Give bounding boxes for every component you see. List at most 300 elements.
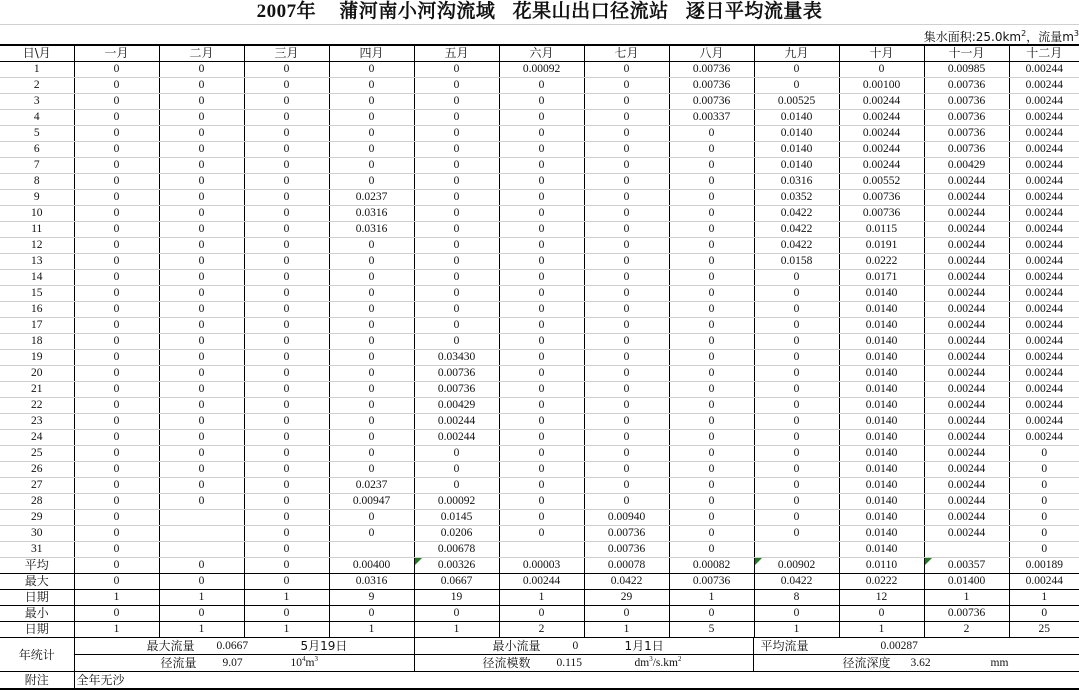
month-header: 九月 <box>754 46 839 62</box>
flow-cell: 0 <box>669 302 754 318</box>
flow-cell: 0.00244 <box>839 142 924 158</box>
summary-cell: 0 <box>74 606 159 622</box>
flow-cell: 0 <box>584 158 669 174</box>
summary-cell: 0.00003 <box>499 558 584 574</box>
flow-cell: 0.00244 <box>1009 158 1079 174</box>
flow-cell: 0 <box>74 126 159 142</box>
flow-cell: 0.00244 <box>924 446 1009 462</box>
flow-cell: 0 <box>669 526 754 542</box>
day-row <box>0 318 1079 334</box>
flow-cell: 0 <box>244 270 329 286</box>
stats-divider-3 <box>414 655 415 671</box>
day-label: 1 <box>0 62 74 78</box>
flow-cell: 0.00244 <box>1009 190 1079 206</box>
flow-cell: 0 <box>329 414 414 430</box>
flow-cell: 0.00244 <box>924 238 1009 254</box>
flow-cell: 0 <box>669 174 754 190</box>
flow-cell: 0 <box>74 238 159 254</box>
flow-cell: 0 <box>669 334 754 350</box>
page-title <box>0 0 1079 25</box>
flow-cell: 0.0140 <box>839 286 924 302</box>
flow-cell: 0.00244 <box>1009 318 1079 334</box>
summary-cell: 19 <box>414 590 499 606</box>
flow-cell: 0 <box>414 286 499 302</box>
flow-cell: 0 <box>244 542 329 558</box>
flow-cell: 0.0158 <box>754 254 839 270</box>
day-row <box>0 430 1079 446</box>
flow-cell: 0 <box>414 318 499 334</box>
flow-cell <box>159 542 244 558</box>
summary-cell: 0 <box>669 606 754 622</box>
flow-cell: 0 <box>499 286 584 302</box>
flow-cell: 0.00429 <box>924 158 1009 174</box>
day-label: 20 <box>0 366 74 382</box>
flow-cell: 0 <box>499 222 584 238</box>
day-label: 25 <box>0 446 74 462</box>
day-row <box>0 142 1079 158</box>
summary-label: 日期 <box>0 590 74 606</box>
summary-row <box>0 606 1079 622</box>
day-label: 7 <box>0 158 74 174</box>
flow-cell: 0.0140 <box>839 430 924 446</box>
flow-cell: 0 <box>244 398 329 414</box>
day-label: 18 <box>0 334 74 350</box>
flow-cell: 0 <box>414 478 499 494</box>
flow-cell: 0 <box>159 190 244 206</box>
flow-cell: 0 <box>584 94 669 110</box>
flow-cell: 0.00244 <box>1009 222 1079 238</box>
flow-cell: 0.00244 <box>1009 350 1079 366</box>
flow-cell: 0 <box>754 478 839 494</box>
summary-cell: 0 <box>159 558 244 574</box>
day-label: 30 <box>0 526 74 542</box>
summary-cell: 0.00082 <box>669 558 754 574</box>
flow-cell: 0 <box>839 62 924 78</box>
day-label: 15 <box>0 286 74 302</box>
flow-cell: 0 <box>159 446 244 462</box>
month-header: 二月 <box>159 46 244 62</box>
day-label: 24 <box>0 430 74 446</box>
day-label: 16 <box>0 302 74 318</box>
max-flow-label: 最大流量 <box>146 639 195 653</box>
flow-cell: 0 <box>584 110 669 126</box>
day-label: 26 <box>0 462 74 478</box>
summary-cell: 1 <box>74 590 159 606</box>
flow-cell: 0.00244 <box>924 302 1009 318</box>
flow-cell: 0 <box>74 414 159 430</box>
day-label: 21 <box>0 382 74 398</box>
flow-cell: 0.00244 <box>1009 270 1079 286</box>
flow-cell: 0 <box>329 142 414 158</box>
flow-cell: 0 <box>414 222 499 238</box>
title-year: 2007年 <box>256 1 317 22</box>
flow-cell: 0 <box>754 414 839 430</box>
flow-cell: 0 <box>244 430 329 446</box>
flow-cell: 0 <box>244 366 329 382</box>
flow-cell: 0 <box>159 110 244 126</box>
flow-cell: 0 <box>329 286 414 302</box>
flow-cell: 0 <box>329 238 414 254</box>
flow-cell: 0.00244 <box>924 334 1009 350</box>
flow-cell: 0.00244 <box>924 286 1009 302</box>
flow-cell: 0 <box>754 62 839 78</box>
flow-cell: 0 <box>754 382 839 398</box>
flow-cell: 0 <box>1009 542 1079 558</box>
flow-cell: 0 <box>414 110 499 126</box>
flow-cell: 0 <box>499 446 584 462</box>
day-label: 9 <box>0 190 74 206</box>
flow-cell: 0.00244 <box>924 350 1009 366</box>
summary-label: 平均 <box>0 558 74 574</box>
summary-cell: 1 <box>1009 590 1079 606</box>
flow-cell: 0 <box>669 430 754 446</box>
month-header: 五月 <box>414 46 499 62</box>
flow-cell: 0.00244 <box>924 510 1009 526</box>
flow-cell: 0 <box>329 126 414 142</box>
flow-unit-label: ，流量m <box>1026 30 1074 44</box>
day-row <box>0 366 1079 382</box>
flow-cell: 0.00736 <box>924 110 1009 126</box>
flow-cell: 0 <box>329 382 414 398</box>
flow-cell: 0.00736 <box>584 542 669 558</box>
modulus-unit: $dm^3/s.km^2$ <box>634 655 682 669</box>
flow-cell: 0 <box>584 398 669 414</box>
flow-cell: 0 <box>669 414 754 430</box>
flow-cell: 0 <box>74 478 159 494</box>
flow-cell: 0.00736 <box>839 206 924 222</box>
flow-cell: 0 <box>74 206 159 222</box>
flow-cell: 0.00736 <box>584 526 669 542</box>
flow-cell: 0 <box>499 110 584 126</box>
summary-row <box>0 574 1079 590</box>
flow-cell: 0 <box>74 542 159 558</box>
flow-cell: 0 <box>329 510 414 526</box>
flow-cell: 0.00244 <box>1009 334 1079 350</box>
flow-cell: 0.0422 <box>754 222 839 238</box>
flow-cell: 0 <box>584 302 669 318</box>
flow-cell: 0 <box>74 158 159 174</box>
flow-cell: 0 <box>74 430 159 446</box>
summary-cell: 9 <box>329 590 414 606</box>
flow-cell: 0.0145 <box>414 510 499 526</box>
flow-cell: 0.0140 <box>839 350 924 366</box>
flow-cell: 0 <box>754 462 839 478</box>
flow-cell: 0 <box>584 462 669 478</box>
summary-cell: 0 <box>839 606 924 622</box>
summary-cell: 0 <box>244 606 329 622</box>
flow-cell: 0 <box>669 142 754 158</box>
flow-cell: 0.00100 <box>839 78 924 94</box>
summary-cell: 0 <box>244 574 329 590</box>
flow-cell: 0 <box>584 366 669 382</box>
flow-cell: 0 <box>584 206 669 222</box>
month-header: 四月 <box>329 46 414 62</box>
stats-divider-4 <box>753 655 754 671</box>
flow-cell: 0 <box>74 222 159 238</box>
flow-cell: 0.00244 <box>414 430 499 446</box>
area-label: 集水面积:25.0km <box>923 30 1022 44</box>
flow-cell: 0.0140 <box>839 542 924 558</box>
flow-cell: 0 <box>499 158 584 174</box>
month-header: 十二月 <box>1009 46 1079 62</box>
flow-cell: 0.00244 <box>924 206 1009 222</box>
summary-row <box>0 622 1079 638</box>
flow-cell: 0.00736 <box>924 142 1009 158</box>
flow-cell: 0 <box>74 190 159 206</box>
flow-cell: 0 <box>414 302 499 318</box>
flow-cell: 0 <box>584 414 669 430</box>
max-flow-date: 5月19日 <box>300 639 348 653</box>
flow-cell: 0 <box>159 414 244 430</box>
flow-cell: 0.00244 <box>924 366 1009 382</box>
flow-cell: 0 <box>244 190 329 206</box>
day-row <box>0 446 1079 462</box>
flow-cell: 0 <box>754 510 839 526</box>
stats-divider-1 <box>414 638 415 654</box>
day-row <box>0 334 1079 350</box>
catchment-info <box>924 25 1079 43</box>
flow-cell: 0 <box>669 286 754 302</box>
flow-cell: 0 <box>584 478 669 494</box>
flow-cell: 0.0140 <box>839 414 924 430</box>
day-row <box>0 174 1079 190</box>
day-row <box>0 222 1079 238</box>
flow-cell: 0 <box>754 398 839 414</box>
day-label: 14 <box>0 270 74 286</box>
runoff-label: 径流量 <box>160 656 197 670</box>
summary-cell: 0.00326 <box>414 558 499 574</box>
flow-cell: 0 <box>584 78 669 94</box>
flow-cell: 0 <box>74 254 159 270</box>
flow-cell: 0.0140 <box>839 446 924 462</box>
flow-cell: 0 <box>584 190 669 206</box>
flow-cell: 0.00736 <box>414 366 499 382</box>
min-flow-value: 0 <box>572 640 579 652</box>
summary-label: 最大 <box>0 574 74 590</box>
summary-cell: 2 <box>499 622 584 638</box>
summary-cell: 0.0316 <box>329 574 414 590</box>
flow-cell: 0 <box>244 238 329 254</box>
summary-cell: 1 <box>244 590 329 606</box>
day-row <box>0 494 1079 510</box>
flow-cell: 0 <box>499 78 584 94</box>
flow-cell: 0 <box>669 462 754 478</box>
flow-cell: 0.00244 <box>839 110 924 126</box>
flow-cell: 0 <box>244 318 329 334</box>
flow-cell: 0 <box>244 462 329 478</box>
flow-cell: 0.00244 <box>1009 430 1079 446</box>
summary-cell: 1 <box>499 590 584 606</box>
flow-cell: 0.00244 <box>924 174 1009 190</box>
summary-cell: 1 <box>159 622 244 638</box>
flow-cell: 0.00244 <box>414 414 499 430</box>
flow-cell: 0 <box>754 286 839 302</box>
flow-cell: 0.0237 <box>329 478 414 494</box>
summary-cell: 0.00078 <box>584 558 669 574</box>
flow-cell: 0.00736 <box>669 62 754 78</box>
flow-cell: 0 <box>669 190 754 206</box>
flow-cell: 0 <box>414 190 499 206</box>
flow-cell: 0 <box>499 206 584 222</box>
flow-cell: 0.00736 <box>669 78 754 94</box>
flow-cell: 0 <box>244 446 329 462</box>
flow-cell: 0 <box>329 398 414 414</box>
summary-cell: 29 <box>584 590 669 606</box>
flow-cell: 0 <box>669 542 754 558</box>
flow-cell: 0.00244 <box>1009 126 1079 142</box>
flow-cell: 0 <box>1009 462 1079 478</box>
flow-cell: 0 <box>584 142 669 158</box>
flow-cell: 0 <box>754 430 839 446</box>
summary-row <box>0 590 1079 606</box>
title-station: 花果山出口径流站 <box>512 1 669 22</box>
flow-cell: 0.00244 <box>1009 414 1079 430</box>
avg-flow-label: 平均流量 <box>760 639 809 653</box>
flow-cell: 0.0316 <box>329 222 414 238</box>
summary-cell: 1 <box>414 622 499 638</box>
summary-cell: 1 <box>244 622 329 638</box>
flow-cell: 0 <box>74 382 159 398</box>
flow-cell: 0 <box>414 206 499 222</box>
flow-cell: 0 <box>499 238 584 254</box>
flow-cell: 0.00985 <box>924 62 1009 78</box>
flow-cell: 0 <box>244 174 329 190</box>
flow-cell: 0 <box>74 94 159 110</box>
flow-cell: 0 <box>74 62 159 78</box>
flow-cell: 0 <box>159 286 244 302</box>
flow-cell: 0.00244 <box>1009 62 1079 78</box>
modulus-label: 径流模数 <box>482 656 531 670</box>
flow-cell: 0 <box>329 462 414 478</box>
annual-stats-label: 年统计 <box>0 638 74 672</box>
flow-cell: 0 <box>754 78 839 94</box>
depth-value: 3.62 <box>910 657 931 669</box>
flow-cell: 0 <box>244 494 329 510</box>
summary-cell: 1 <box>159 590 244 606</box>
flow-cell: 0 <box>159 254 244 270</box>
flow-cell: 0.00736 <box>414 382 499 398</box>
day-label: 12 <box>0 238 74 254</box>
flow-cell: 0 <box>159 318 244 334</box>
runoff-value: 9.07 <box>222 657 243 669</box>
flow-cell: 0 <box>329 78 414 94</box>
summary-cell: 0 <box>414 606 499 622</box>
summary-cell: 0.00244 <box>1009 574 1079 590</box>
flow-cell: 0 <box>414 462 499 478</box>
flow-cell: 0 <box>159 174 244 190</box>
flow-cell: 0.0140 <box>839 462 924 478</box>
depth-unit: mm <box>990 657 1009 669</box>
day-row <box>0 78 1079 94</box>
flow-cell: 0 <box>669 206 754 222</box>
flow-cell: 0 <box>584 334 669 350</box>
summary-cell: 1 <box>754 622 839 638</box>
flow-cell: 0.0237 <box>329 190 414 206</box>
flow-cell: 0.00244 <box>924 254 1009 270</box>
flow-cell: 0.0140 <box>754 110 839 126</box>
header-row <box>0 46 1079 62</box>
flow-cell: 0 <box>414 94 499 110</box>
day-row <box>0 190 1079 206</box>
flow-cell: 0 <box>669 126 754 142</box>
flow-cell: 0.00244 <box>1009 302 1079 318</box>
summary-cell: 0.00357 <box>924 558 1009 574</box>
summary-label: 日期 <box>0 622 74 638</box>
modulus-value: 0.115 <box>556 657 582 669</box>
month-header: 八月 <box>669 46 754 62</box>
runoff-unit: $10^4m^3$ <box>290 655 318 669</box>
flow-cell: 0 <box>329 526 414 542</box>
flow-cell: 0 <box>754 334 839 350</box>
day-row <box>0 158 1079 174</box>
summary-cell: 1 <box>329 622 414 638</box>
flow-cell: 0.00244 <box>924 318 1009 334</box>
flow-cell: 0.0140 <box>839 366 924 382</box>
summary-cell: 0.01400 <box>924 574 1009 590</box>
corner-header: 日\月 <box>0 46 74 62</box>
day-label: 6 <box>0 142 74 158</box>
summary-cell: 0 <box>74 558 159 574</box>
flow-cell: 0.00736 <box>839 190 924 206</box>
flow-cell: 0 <box>414 126 499 142</box>
flow-cell: 0.00244 <box>839 94 924 110</box>
flow-cell: 0 <box>499 270 584 286</box>
flow-cell: 0 <box>74 494 159 510</box>
flow-cell: 0 <box>754 526 839 542</box>
flow-cell: 0.00244 <box>924 414 1009 430</box>
flow-cell: 0.00244 <box>924 526 1009 542</box>
depth-label: 径流深度 <box>842 656 891 670</box>
summary-cell: 0 <box>244 558 329 574</box>
note-text: 全年无沙 <box>74 672 1079 690</box>
flow-cell: 0.0422 <box>754 238 839 254</box>
day-label: 4 <box>0 110 74 126</box>
flow-cell: 0.00429 <box>414 398 499 414</box>
flow-cell: 0 <box>159 334 244 350</box>
flow-cell: 0.00736 <box>924 78 1009 94</box>
flow-cell: 0.00337 <box>669 110 754 126</box>
day-label: 11 <box>0 222 74 238</box>
flow-cell: 0 <box>754 302 839 318</box>
summary-row <box>0 558 1079 574</box>
summary-cell: 0.0222 <box>839 574 924 590</box>
flow-cell <box>754 542 839 558</box>
summary-cell: 0 <box>1009 606 1079 622</box>
flow-cell: 0 <box>499 350 584 366</box>
flow-cell: 0 <box>754 350 839 366</box>
day-label: 19 <box>0 350 74 366</box>
flow-cell: 0 <box>329 430 414 446</box>
summary-cell: 0.00400 <box>329 558 414 574</box>
day-label: 22 <box>0 398 74 414</box>
day-label: 23 <box>0 414 74 430</box>
flow-cell: 0 <box>1009 526 1079 542</box>
stats-divider-2 <box>753 638 754 654</box>
day-row <box>0 478 1079 494</box>
flow-cell: 0.0140 <box>839 302 924 318</box>
flow-cell: 0 <box>244 478 329 494</box>
month-header: 七月 <box>584 46 669 62</box>
flow-cell: 0 <box>74 110 159 126</box>
summary-cell: 0.00736 <box>924 606 1009 622</box>
flow-cell: 0 <box>244 222 329 238</box>
flow-cell: 0 <box>329 270 414 286</box>
flow-cell: 0.0140 <box>839 478 924 494</box>
flow-cell: 0 <box>499 398 584 414</box>
flow-cell: 0.0352 <box>754 190 839 206</box>
flow-cell: 0 <box>584 238 669 254</box>
flow-cell: 0.00244 <box>1009 254 1079 270</box>
